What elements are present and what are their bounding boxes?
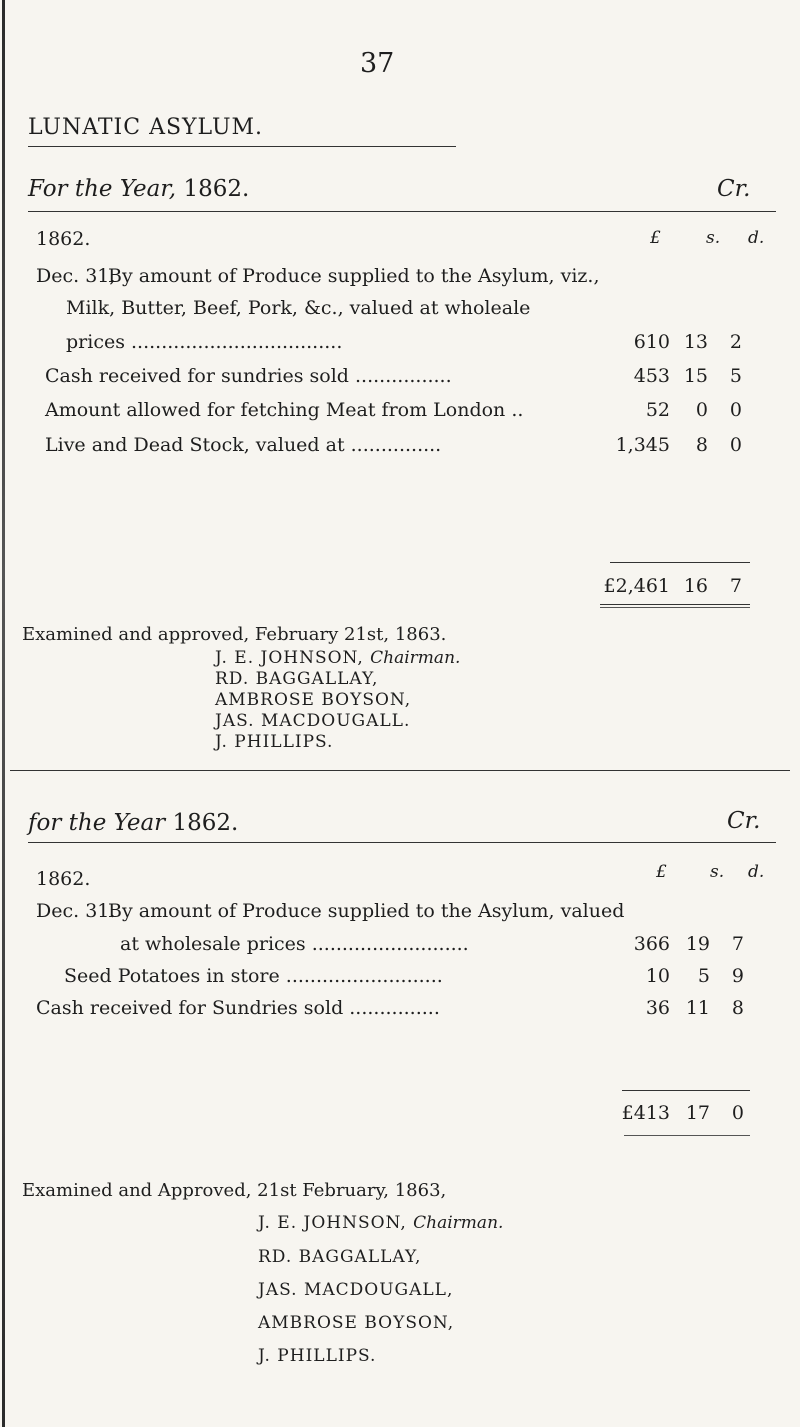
account2-total-rule-bottom bbox=[624, 1135, 750, 1136]
account1-column-pounds: £ bbox=[650, 228, 661, 248]
shillings-value: 0 bbox=[695, 399, 708, 421]
total-shillings: 17 bbox=[685, 1102, 710, 1124]
account2-total bbox=[606, 1102, 744, 1124]
pounds-value: 1,345 bbox=[615, 434, 670, 456]
pounds-value: 36 bbox=[645, 997, 670, 1019]
account2-column-pounds: £ bbox=[656, 862, 667, 882]
account2-amount-row-2 bbox=[610, 965, 744, 987]
account2-cr: Cr. bbox=[727, 808, 761, 834]
account1-total-rule-bottom bbox=[600, 604, 750, 605]
account2-total-rule-top bbox=[622, 1090, 750, 1091]
account2-heading-prefix: for the bbox=[28, 810, 107, 836]
account2-signatory-1 bbox=[258, 1213, 503, 1233]
signatory-name: J. E. JOHNSON, bbox=[215, 648, 364, 668]
section-title: LUNATIC ASYLUM. bbox=[28, 115, 264, 140]
account1-amount-row-4 bbox=[600, 434, 742, 456]
account2-line-1: By amount of Produce supplied to the Asylum, valued bbox=[108, 900, 625, 922]
shillings-value: 5 bbox=[697, 965, 710, 987]
shillings-value: 15 bbox=[683, 365, 708, 387]
pence-value: 9 bbox=[731, 965, 744, 987]
account1-column-pence: d. bbox=[748, 228, 765, 248]
account1-date: Dec. 31, bbox=[36, 265, 116, 287]
shillings-value: 8 bbox=[695, 434, 708, 456]
account1-line-4: Cash received for sundries sold ................ bbox=[45, 365, 452, 387]
account1-amount-row-1 bbox=[600, 331, 742, 353]
account1-total-rule-top bbox=[610, 562, 750, 563]
account1-signatory-5: J. PHILLIPS. bbox=[215, 732, 334, 752]
pence-value: 2 bbox=[729, 331, 742, 353]
total-pence: 7 bbox=[729, 575, 742, 597]
account2-line-4: Cash received for Sundries sold ............... bbox=[36, 997, 440, 1019]
account1-signatory-2: RD. BAGGALLAY, bbox=[215, 669, 379, 689]
pounds-value: 453 bbox=[633, 365, 670, 387]
account2-signatory-5: J. PHILLIPS. bbox=[258, 1346, 377, 1366]
account2-date: Dec. 31. bbox=[36, 900, 116, 922]
account1-line-5: Amount allowed for fetching Meat from London .. bbox=[45, 399, 524, 421]
total-pounds: £2,461 bbox=[603, 575, 670, 597]
signatory-name: J. E. JOHNSON, bbox=[258, 1213, 407, 1233]
shillings-value: 13 bbox=[683, 331, 708, 353]
account2-year: 1862. bbox=[36, 868, 91, 890]
account1-cr: Cr. bbox=[717, 176, 751, 202]
account1-examined: Examined and approved, February 21st, 1863. bbox=[22, 624, 447, 645]
pence-value: 7 bbox=[731, 933, 744, 955]
pence-value: 5 bbox=[729, 365, 742, 387]
account2-header-rule bbox=[28, 842, 776, 843]
total-pence: 0 bbox=[731, 1102, 744, 1124]
title-underline bbox=[28, 146, 456, 147]
account1-heading-prefix: For the Year, bbox=[28, 176, 177, 202]
pence-value: 8 bbox=[731, 997, 744, 1019]
page-left-border bbox=[2, 0, 5, 1427]
account1-line-2: Milk, Butter, Beef, Pork, &c., valued at wholeale bbox=[66, 297, 531, 319]
account1-amount-row-2 bbox=[600, 365, 742, 387]
account2-examined: Examined and Approved, 21st February, 1863, bbox=[22, 1180, 447, 1201]
pence-value: 0 bbox=[729, 434, 742, 456]
pounds-value: 52 bbox=[645, 399, 670, 421]
signatory-role: Chairman. bbox=[370, 648, 461, 668]
account1-line-3: prices ................................... bbox=[66, 331, 343, 353]
account1-header-rule bbox=[28, 211, 776, 212]
pence-value: 0 bbox=[729, 399, 742, 421]
account2-heading-word: Year bbox=[113, 810, 166, 836]
account1-total-rule-bottom-2 bbox=[600, 607, 750, 608]
account1-signatory-4: JAS. MACDOUGALL. bbox=[215, 711, 411, 731]
shillings-value: 11 bbox=[685, 997, 710, 1019]
account1-signatory-1 bbox=[215, 648, 460, 668]
account2-signatory-3: JAS. MACDOUGALL, bbox=[258, 1280, 454, 1300]
total-shillings: 16 bbox=[683, 575, 708, 597]
account1-heading-year: 1862. bbox=[183, 176, 250, 202]
account2-amount-row-1 bbox=[610, 933, 744, 955]
pounds-value: 10 bbox=[645, 965, 670, 987]
pounds-value: 366 bbox=[633, 933, 670, 955]
pounds-value: 610 bbox=[633, 331, 670, 353]
account2-amount-row-3 bbox=[610, 997, 744, 1019]
account1-line-1: By amount of Produce supplied to the Asylum, viz., bbox=[108, 265, 600, 287]
account2-heading bbox=[28, 810, 238, 836]
account2-line-2: at wholesale prices .......................... bbox=[120, 933, 469, 955]
page-number: 37 bbox=[360, 48, 395, 79]
account2-signatory-4: AMBROSE BOYSON, bbox=[258, 1313, 455, 1333]
account1-line-6: Live and Dead Stock, valued at ............... bbox=[45, 434, 442, 456]
account1-signatory-3: AMBROSE BOYSON, bbox=[215, 690, 412, 710]
account2-column-shillings: s. bbox=[710, 862, 725, 882]
section-divider bbox=[10, 770, 790, 771]
account2-heading-year: 1862. bbox=[172, 810, 239, 836]
account1-column-shillings: s. bbox=[706, 228, 721, 248]
account1-heading bbox=[28, 176, 249, 202]
signatory-role: Chairman. bbox=[413, 1213, 504, 1233]
shillings-value: 19 bbox=[685, 933, 710, 955]
account2-line-3: Seed Potatoes in store .......................... bbox=[64, 965, 443, 987]
account2-column-pence: d. bbox=[748, 862, 765, 882]
account1-total bbox=[588, 575, 742, 597]
account1-year: 1862. bbox=[36, 228, 91, 250]
total-pounds: £413 bbox=[621, 1102, 670, 1124]
account1-amount-row-3 bbox=[600, 399, 742, 421]
account2-signatory-2: RD. BAGGALLAY, bbox=[258, 1247, 422, 1267]
